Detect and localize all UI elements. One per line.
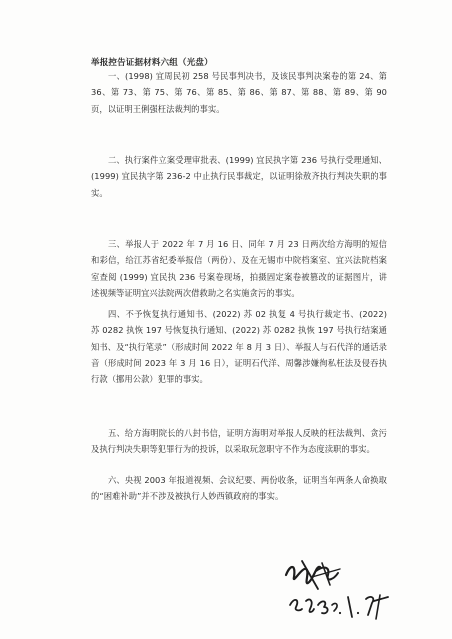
paragraph-5: 五、给方海明院长的八封书信，证明方海明对举报人反映的枉法裁判、贪污及执行判决失职等犯罪行为的投诉，以采取玩忽职守不作为态度渎职的事实。	[91, 428, 387, 455]
paragraph-3: 三、举报人于 2022 年 7 月 16 日、同年 7 月 23 日两次给方海明的短信和彩信，给江苏省纪委举报信（两份）、及在无锡市中院档案室、宜兴法院档案室查阅 (1999) 宜民执 236 号案卷现场，拍摄固定案卷被篡改的证据图片，讲述视频等证明宜兴法院两次借救助之名实施贪污的事实。	[91, 239, 387, 298]
paragraph-4: 四、不予恢复执行通知书、(2022) 苏 02 执复 4 号执行裁定书、(2022) 苏 0282 执恢 197 号恢复执行通知、(2022) 苏 0282 执恢 197 号执行结案通知书、及“执行笔录”（形成时间 2022 年 8 月 3 日）、举报人与石代洋的通话录音（形成时间 2023 年 3 月 16 日），证明石代洋、周馨涉嫌徇私枉法及侵吞执行款（挪用公款）犯罪的事实。	[91, 309, 387, 385]
paragraph-1: 一、(1998) 宜周民初 258 号民事判决书，及该民事判决案卷的第 24、第 36、第 73、第 75、第 76、第 85、第 86、第 87、第 88、第 89、第 90 页，以证明王俐强枉法裁判的事实。	[91, 71, 387, 114]
document-title: 举报控告证据材料六组（光盘）	[91, 58, 213, 68]
paragraph-6: 六、央视 2003 年报道视频、会议纪要、两份收条，证明当年两条人命换取的“困难补助”并不涉及被执行人妙西镇政府的事实。	[91, 475, 387, 502]
signature-drawing	[272, 555, 402, 625]
paragraph-2: 二、执行案件立案受理审批表、(1999) 宜民执字第 236 号执行受理通知、(1999) 宜民执字第 236-2 中止执行民事裁定，以证明徐敖齐执行判决失职的事实。	[91, 155, 387, 198]
handwritten-signature	[272, 555, 402, 625]
